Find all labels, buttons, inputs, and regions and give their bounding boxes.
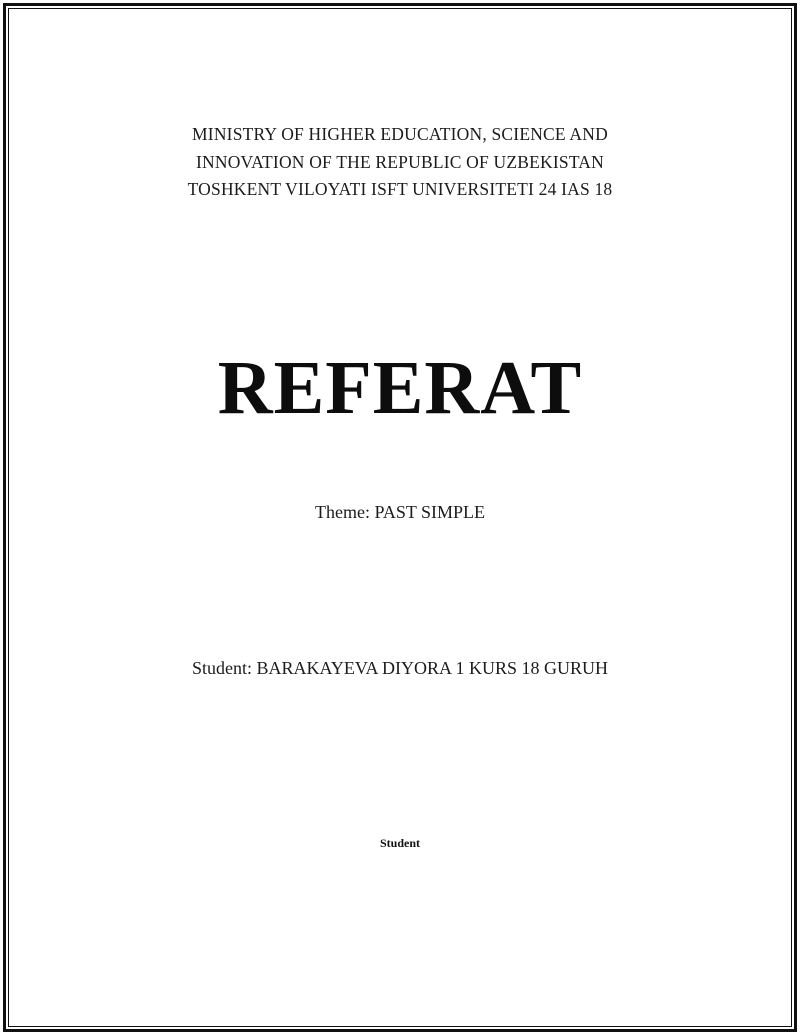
theme-line: Theme: PAST SIMPLE [314, 502, 486, 522]
header-line-2: INNOVATION OF THE REPUBLIC OF UZBEKISTAN [196, 151, 604, 172]
document-title: REFERAT [217, 346, 583, 430]
header-line-1: MINISTRY OF HIGHER EDUCATION, SCIENCE AND [192, 124, 608, 144]
header-line-3: TOSHKENT VILOYATI ISFT UNIVERSITETI 24 IAS 18 [187, 179, 613, 199]
student-line: Student: BARAKAYEVA DIYORA 1 KURS 18 GURUH [191, 658, 609, 678]
student-footer-label: Student [379, 836, 420, 850]
ministry-header-block [0, 121, 800, 204]
